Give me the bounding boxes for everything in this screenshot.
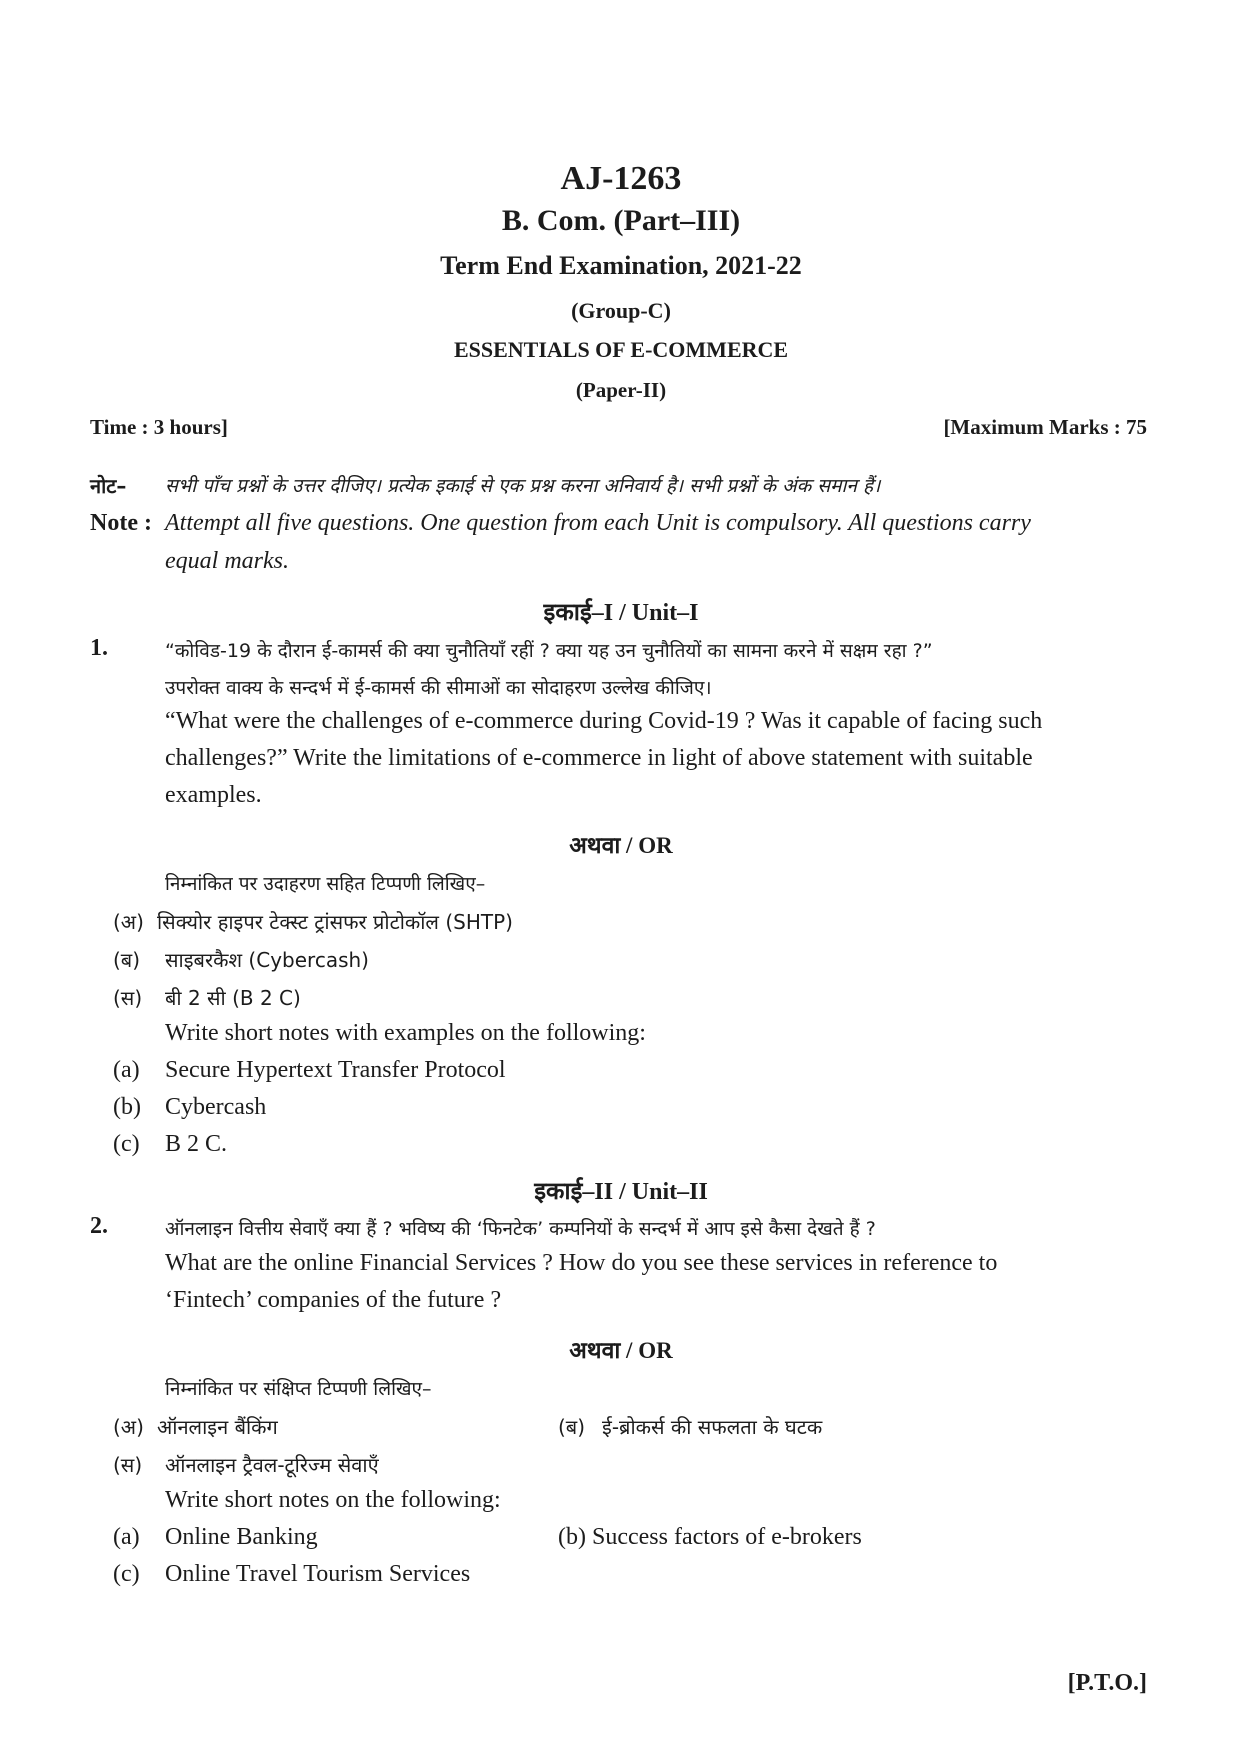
time-label: Time : 3 hours] (90, 415, 228, 439)
paper-code: AJ-1263 (560, 160, 682, 197)
q1-alt-en-intro: Write short notes with examples on the following: (165, 1020, 646, 1046)
q1-alt-hi-b-label: (ब) (113, 948, 141, 972)
q2-en-line-2: ‘Fintech’ companies of the future ? (165, 1287, 502, 1313)
note-en-label: Note : (90, 510, 152, 536)
q1-alt-hi-a-label: (अ) (113, 910, 144, 934)
q1-alt-hi-c-label: (स) (113, 986, 143, 1010)
q2-alt-en-c-label: (c) (113, 1561, 140, 1587)
unit2-heading: इकाई–II / Unit–II (534, 1179, 708, 1205)
q1-alt-hi-intro: निम्नांकित पर उदाहरण सहित टिप्पणी लिखिए– (165, 873, 486, 895)
q1-alt-en-a-label: (a) (113, 1057, 140, 1083)
q2-alt-hi-a: ऑनलाइन बैंकिंग (157, 1415, 278, 1439)
q1-alt-en-c-label: (c) (113, 1131, 140, 1157)
unit2-or: अथवा / OR (569, 1338, 673, 1363)
q1-number: 1. (90, 635, 108, 661)
q1-alt-en-a: Secure Hypertext Transfer Protocol (165, 1057, 506, 1083)
q1-alt-en-c: B 2 C. (165, 1131, 228, 1157)
q1-en-line-3: examples. (165, 782, 262, 808)
unit1-or: अथवा / OR (569, 833, 673, 858)
unit1-heading: इकाई–I / Unit–I (543, 600, 699, 626)
q1-alt-en-b: Cybercash (165, 1094, 267, 1120)
q1-alt-en-b-label: (b) (113, 1094, 141, 1120)
q2-alt-en-c: Online Travel Tourism Services (165, 1561, 471, 1587)
q1-hi-line-2: उपरोक्त वाक्य के सन्दर्भ में ई-कामर्स की सीमाओं का सोदाहरण उल्लेख कीजिए। (165, 677, 712, 699)
q2-alt-en-a-label: (a) (113, 1524, 140, 1550)
q2-en-line-1: What are the online Financial Services ? How do you see these services in reference to (165, 1250, 998, 1276)
q2-alt-en-b: (b) Success factors of e-brokers (558, 1524, 862, 1550)
note-hi-label: नोट– (90, 474, 127, 498)
q1-alt-hi-b: साइबरकैश (Cybercash) (165, 948, 369, 972)
q1-en-line-2: challenges?” Write the limitations of e-commerce in light of above statement with suitable (165, 745, 1033, 771)
note-en-text-2: equal marks. (165, 548, 289, 574)
pto-label: [P.T.O.] (1067, 1670, 1147, 1696)
exam-title: Term End Examination, 2021-22 (440, 251, 802, 280)
note-hi-text: सभी पाँच प्रश्नों के उत्तर दीजिए। प्रत्येक इकाई से एक प्रश्न करना अनिवार्य है। सभी प्रश्नों के अंक समान हैं। (165, 475, 881, 497)
q1-alt-hi-a: सिक्योर हाइपर टेक्स्ट ट्रांसफर प्रोटोकॉल (SHTP) (157, 910, 513, 934)
note-en-text-1: Attempt all five questions. One question from each Unit is compulsory. All questions carry (165, 510, 1031, 536)
course-title: B. Com. (Part–III) (501, 204, 741, 237)
paper-label: (Paper-II) (575, 378, 667, 402)
q2-alt-hi-b: ई-ब्रोकर्स की सफलता के घटक (602, 1415, 823, 1439)
q2-number: 2. (90, 1213, 108, 1239)
q2-alt-hi-c: ऑनलाइन ट्रैवल-टूरिज्म सेवाएँ (165, 1453, 379, 1477)
q2-alt-en-intro: Write short notes on the following: (165, 1487, 501, 1513)
q2-alt-hi-a-label: (अ) (113, 1415, 144, 1439)
q2-alt-hi-c-label: (स) (113, 1453, 143, 1477)
q1-en-line-1: “What were the challenges of e-commerce during Covid-19 ? Was it capable of facing such (165, 708, 1043, 734)
max-marks-label: [Maximum Marks : 75 (943, 415, 1147, 439)
group-label: (Group-C) (571, 298, 671, 323)
q2-alt-hi-b-label: (ब) (558, 1415, 586, 1439)
q2-alt-en-a: Online Banking (165, 1524, 318, 1550)
q2-alt-hi-intro: निम्नांकित पर संक्षिप्त टिप्पणी लिखिए– (165, 1378, 432, 1400)
q1-hi-line-1: “कोविड-19 के दौरान ई-कामर्स की क्या चुनौतियाँ रहीं ? क्या यह उन चुनौतियों का सामना करने में सक्षम रहा ?” (165, 640, 933, 662)
q1-alt-hi-c: बी 2 सी (B 2 C) (165, 986, 301, 1010)
q2-hi-line-1: ऑनलाइन वित्तीय सेवाएँ क्या हैं ? भविष्य की ‘फिनटेक’ कम्पनियों के सन्दर्भ में आप इसे कैसा देखते हैं ? (165, 1218, 876, 1240)
subject-title: ESSENTIALS OF E-COMMERCE (453, 337, 789, 362)
